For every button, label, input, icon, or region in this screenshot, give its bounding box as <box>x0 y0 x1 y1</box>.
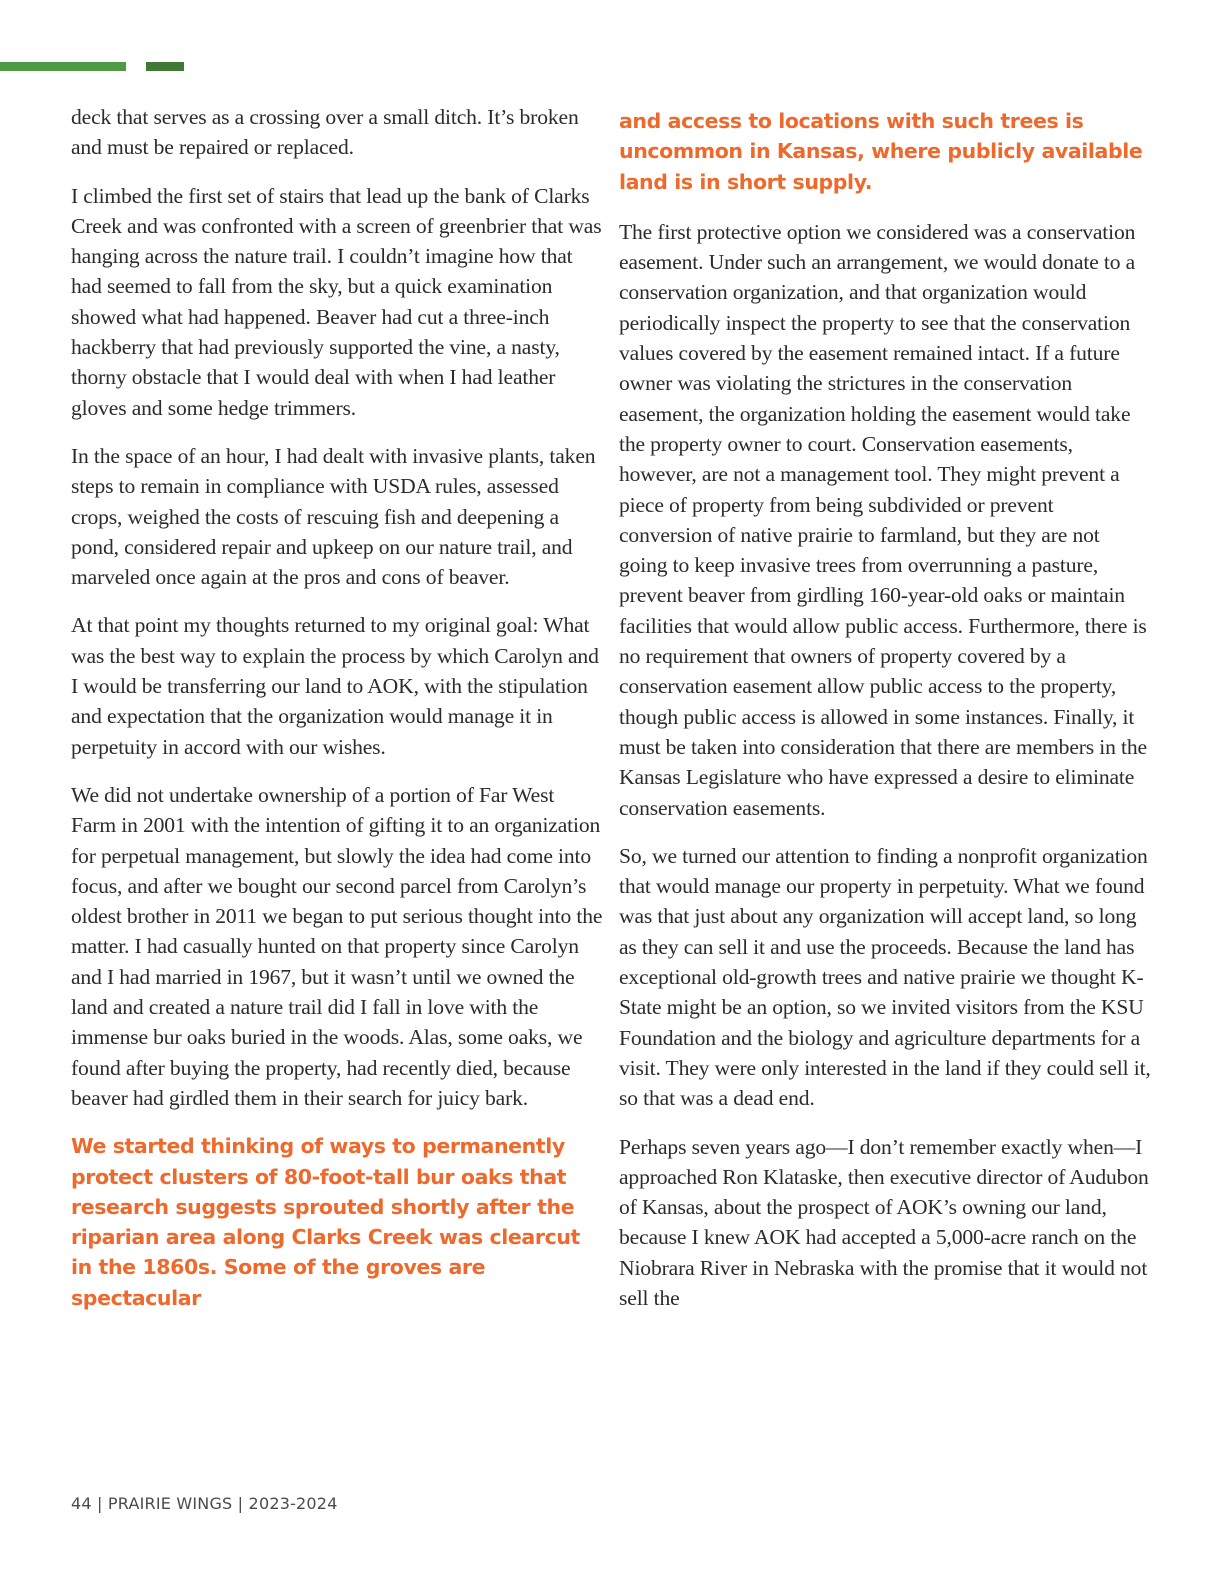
body-paragraph: I climbed the first set of stairs that lead up the bank of Clarks Creek and was confronted with a screen of greenbrier that was hanging across the nature trail. I couldn’t imagine how that had seemed to fall from the sky, but a quick examination showed what had happened. Beaver had cut a three-inch hackberry that had previously supported the vine, a nasty, thorny obstacle that I would deal with when I had leather gloves and some hedge trimmers. <box>71 183 602 420</box>
body-paragraph: We did not undertake ownership of a portion of Far West Farm in 2001 with the intention of gifting it to an organization for perpetual management, but slowly the idea had come into focus, and after we bought our second parcel from Carolyn’s oldest brother in 2011 we began to put serious thought into the matter. I had casually hunted on that property since Carolyn and I had married in 1967, but it wasn’t until we owned the land and created a nature trail did I fall in love with the immense bur oaks buried in the woods. Alas, some oaks, we found after buying the property, had recently died, because beaver had girdled them in their search for juicy bark. <box>71 782 603 1110</box>
body-paragraph: Perhaps seven years ago—I don’t remember exactly when—I approached Ron Klataske, then executive director of Audubon of Kansas, about the prospect of AOK’s owning our land, because I knew AOK had accepted a 5,000-acre ranch on the Niobrara River in Nebraska with the promise that it would not sell the <box>619 1134 1149 1310</box>
body-paragraph: In the space of an hour, I had dealt with invasive plants, taken steps to remain in compliance with USDA rules, assessed crops, weighed the costs of rescuing fish and deepening a pond, considered repair and upkeep on our nature trail, and marveled once again at the pros and cons of beaver. <box>71 443 596 590</box>
decorative-dark-green-bar <box>146 62 184 71</box>
pull-quote-continued: and access to locations with such trees is uncommon in Kansas, where publicly available land is in short supply. <box>619 109 1143 194</box>
body-paragraph: At that point my thoughts returned to my original goal: What was the best way to explain the process by which Carolyn and I would be transferring our land to AOK, with the stipulation and expectation that the organization would manage it in perpetuity in accord with our wishes. <box>71 613 599 759</box>
body-paragraph: The first protective option we considered was a conservation easement. Under such an arrangement, we would donate to a conservation organization, and that organization would periodically inspect the property to see that the conservation values covered by the easement remained intact. If a future owner was violating the strictures in the conservation easement, the organization holding the easement would take the property owner to court. Conservation easements, however, are not a management tool. They might prevent a piece of property from being subdivided or prevent conversion of native prairie to farmland, but they are not going to keep invasive trees from overrunning a pasture, prevent beaver from girdling 160-year-old oaks or maintain facilities that would allow public access. Furthermore, there is no requirement that owners of property covered by a conservation easement allow public access to the property, though public access is allowed in some instances. Finally, it must be taken into consideration that there are members in the Kansas Legislature who have expressed a desire to eliminate conservation easements. <box>619 219 1147 820</box>
decorative-green-bar <box>0 62 126 71</box>
right-column <box>619 102 1151 1331</box>
page-footer: 44 | PRAIRIE WINGS | 2023-2024 <box>71 1494 338 1513</box>
body-paragraph: So, we turned our attention to finding a nonprofit organization that would manage our property in perpetuity. What we found was that just about any organization will accept land, so long as they can sell it and use the proceeds. Because the land has exceptional old-growth trees and native prairie we thought K-State might be an option, so we invited visitors from the KSU Foundation and the biology and agriculture departments for a visit. They were only interested in the land if they could sell it, so that was a dead end. <box>619 843 1151 1111</box>
body-paragraph: deck that serves as a crossing over a small ditch. It’s broken and must be repaired or replaced. <box>71 105 579 160</box>
pull-quote: We started thinking of ways to permanently protect clusters of 80-foot-tall bur oaks that research suggests sprouted shortly after the riparian area along Clarks Creek was clearcut in the 1860s. Some of the groves are spectacular <box>71 1134 580 1310</box>
left-column <box>71 102 603 1331</box>
